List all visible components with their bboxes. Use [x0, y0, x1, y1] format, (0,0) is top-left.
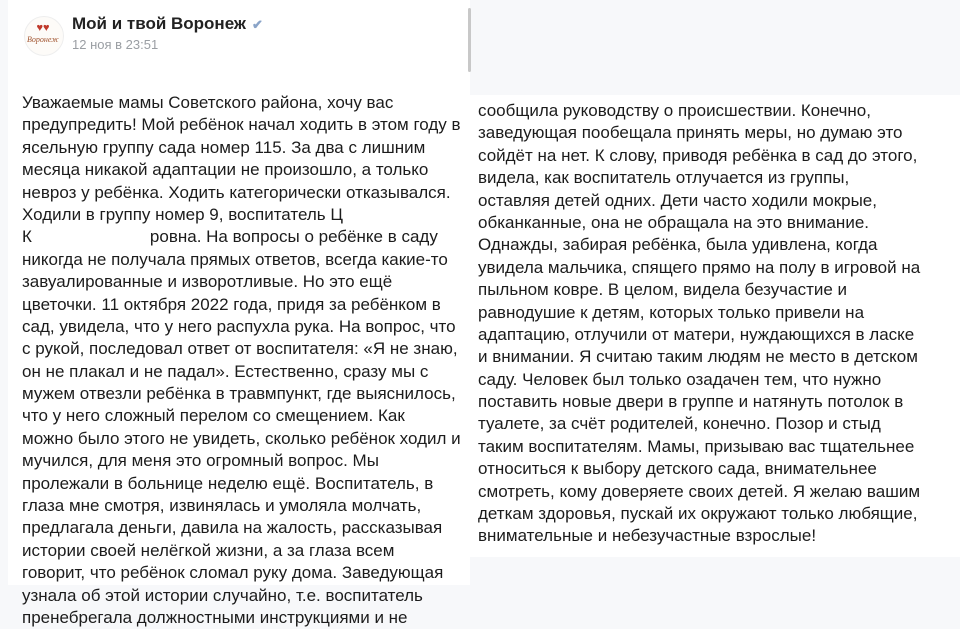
text-line: [478, 122, 920, 144]
text-line-content: никогда не получала прямых ответов, всегда какие-то: [22, 249, 448, 269]
text-line-content: пренебрегала должностными инструкциями и не: [22, 607, 408, 627]
heart-logo-icon: ♥♥: [36, 22, 50, 34]
text-line: [478, 212, 920, 234]
text-line: [478, 234, 920, 256]
text-line-content: с рукой, последовал ответ от воспитателя: «Я не знаю,: [22, 339, 458, 359]
text-line: [22, 137, 461, 159]
scrollbar[interactable]: [468, 8, 471, 72]
post-text-right: [478, 100, 920, 548]
text-line: [22, 383, 461, 405]
text-line-content: мучился, для меня это огромный вопрос. Мы: [22, 451, 379, 471]
text-line-content: глаза мне смотря, извинялась и умоляла молчать,: [22, 496, 422, 516]
text-line-content: поставить новые двери в группе и натянуть потолок в: [478, 392, 904, 412]
text-line: [22, 226, 461, 248]
text-line: [478, 257, 920, 279]
post-card-left: [8, 0, 470, 627]
text-line-content: саду. Человек был только озадачен тем, что нужно: [478, 369, 882, 389]
text-line: [22, 428, 461, 450]
text-line-content: сообщила руководству о происшествии. Конечно,: [478, 101, 871, 120]
text-line: [478, 436, 920, 458]
text-line-content: предлагала деньги, давила на жалость, рассказывая: [22, 518, 443, 538]
text-line-content: можно было этого не увидеть, сколько ребёнок ходил и: [22, 428, 461, 448]
text-line-content: сойдёт на нет. К слову, приводя ребёнка в сад до этого,: [478, 145, 918, 165]
text-line: [22, 495, 461, 517]
text-line: [22, 607, 461, 629]
text-line-content: пролежали в больнице неделю ещё. Воспитатель, в: [22, 473, 434, 493]
text-line-content: сад, увидела, что у него распухла рука. На вопрос, что: [22, 316, 456, 336]
text-line: [478, 324, 920, 346]
text-line-content: узнала об этой истории случайно, т.е. воспитатель: [22, 585, 423, 605]
text-line-content: туалете, за счёт родителей, конечно. Позор и стыд: [478, 414, 881, 434]
text-line: [478, 458, 920, 480]
community-avatar[interactable]: [24, 16, 64, 56]
text-line: [22, 249, 461, 271]
text-line-content: истории своей нелёгкой жизни, а за глаза всем: [22, 540, 395, 560]
text-line: [478, 167, 920, 189]
post-date[interactable]: 12 ноя в 23:51: [72, 37, 159, 52]
text-line: [478, 100, 920, 122]
text-line-content: и внимании. Я считаю таким людям не место в детском: [478, 347, 918, 367]
text-line-content: месяца никакой адаптации не произошло, а только: [22, 160, 429, 180]
text-line-content: К: [22, 227, 32, 247]
text-line: [478, 503, 920, 525]
text-line: [22, 585, 461, 607]
redacted-region: [32, 230, 150, 246]
text-line: [22, 114, 461, 136]
text-line-content: смотреть, кому доверяете своих детей. Я желаю вашим: [478, 481, 921, 501]
text-line-content: что у него сложный перелом со смещением. Как: [22, 406, 405, 426]
text-line: [478, 525, 920, 547]
text-line: [22, 405, 461, 427]
text-line: [478, 302, 920, 324]
text-line-content: он не плакал и не падал». Естественно, сразу мы с: [22, 361, 429, 381]
avatar-logo-text: Воронеж: [27, 35, 59, 44]
text-line-content: адаптацию, отлучили от матери, нуждающихся в ласке: [478, 324, 915, 344]
text-line: [22, 473, 461, 495]
text-line-content: Ходили в группу номер 9, воспитатель Ц: [22, 204, 343, 224]
text-line-content: относиться к выбору детского сада, внимательнее: [478, 459, 877, 479]
text-line: [22, 92, 461, 114]
post-text-left: [22, 92, 461, 629]
text-line-content: Однажды, забирая ребёнка, была удивлена, когда: [478, 235, 878, 255]
text-line: [22, 316, 461, 338]
text-line-content: мужем отвезли ребёнка в травмпункт, где выяснилось,: [22, 384, 456, 404]
text-line-content: заведующая пообещала принять меры, но думаю это: [478, 123, 903, 143]
text-line-content: невроз у ребёнка. Ходить категорически отказывался.: [22, 182, 451, 202]
text-line: [478, 145, 920, 167]
author-name[interactable]: Мой и твой Воронеж: [72, 14, 246, 33]
text-line-content: таким воспитателям. Мамы, призываю вас тщательнее: [478, 436, 915, 456]
text-line: [478, 190, 920, 212]
text-line: [478, 391, 920, 413]
text-line: [22, 361, 461, 383]
text-line-content: видела, как воспитатель отлучается из группы,: [478, 168, 850, 188]
text-line-content: оставляя детей одних. Дети часто ходили мокрые,: [478, 190, 877, 210]
text-line: [22, 450, 461, 472]
text-line-content: завуалированные и изворотливые. Но это ещё: [22, 272, 393, 292]
text-line-content: увидела мальчика, спящего прямо на полу в игровой на: [478, 257, 921, 277]
text-line-content: внимательные и небезучастные взрослые!: [478, 526, 817, 546]
text-line-content: равнодушие к детям, которых только привели на: [478, 302, 865, 322]
community-name[interactable]: [72, 14, 263, 34]
text-line-content: предупредить! Мой ребёнок начал ходить в этом году в: [22, 115, 461, 135]
text-line: [478, 481, 920, 503]
verified-checkmark-icon: ✔: [251, 17, 263, 32]
text-line-content: Уважаемые мамы Советского района, хочу вас: [22, 93, 394, 112]
text-line: [478, 413, 920, 435]
text-line: [22, 159, 461, 181]
text-line: [22, 182, 461, 204]
text-line: [22, 204, 461, 226]
text-line: [478, 346, 920, 368]
text-line: [22, 338, 461, 360]
text-line: [22, 517, 461, 539]
text-line: [22, 562, 461, 584]
text-line-content: пыльном ковре. В целом, видела безучастие и: [478, 280, 848, 300]
text-line: [22, 271, 461, 293]
text-line-content: ясельную группу сада номер 115. За два с лишним: [22, 137, 426, 157]
text-line: [478, 369, 920, 391]
text-line: [478, 279, 920, 301]
text-line-content: обканканные, она не обращала на это внимание.: [478, 212, 869, 232]
text-line: [22, 294, 461, 316]
text-line: [22, 540, 461, 562]
text-line-content: цветочки. 11 октября 2022 года, придя за ребёнком в: [22, 294, 441, 314]
post-card-right: [470, 95, 960, 557]
text-line-content: деткам здоровья, пускай их окружают только любящие,: [478, 504, 918, 524]
text-line-content: говорит, что ребёнок сломал руку дома. Заведующая: [22, 563, 444, 583]
text-line-tail: ровна. На вопросы о ребёнке в саду: [149, 227, 438, 247]
